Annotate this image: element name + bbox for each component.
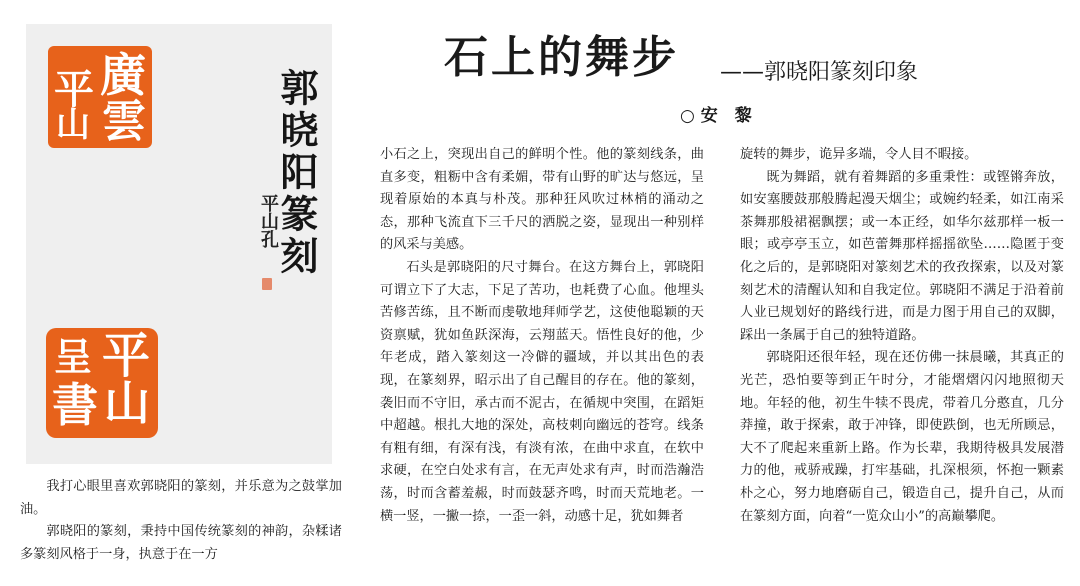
paragraph: 郭晓阳还很年轻，现在还仿佛一抹晨曦，其真正的光芒，恐怕要等到正午时分，才能熠熠闪闪地照彻天地。年轻的他，初生牛犊不畏虎，带着几分憨直，几分莽撞，敢于探索，敢于冲锋，即使跌倒，也无所顾忌，大不了爬起来重新上路。作为长辈，我期待极具发展潜力的他，戒骄戒躁，打牢基础，扎深根须，怀抱一颗素朴之心，努力地磨砺自己，锻造自己，提升自己，从而在篆刻方面，向着“一览众山小”的高巅攀爬。: [740, 350, 1064, 524]
article-title: 石上的舞步: [444, 32, 679, 83]
middle-column: [380, 144, 704, 528]
seal-bottom-char-4: 呈: [54, 334, 93, 379]
paragraph: 旋转的舞步，诡异多端，令人目不暇接。: [740, 147, 978, 162]
seal-bottom: [46, 328, 158, 438]
signature: 平山孔: [258, 194, 279, 248]
author-byline: ○ 安 黎: [680, 106, 752, 126]
paragraph: 我打心眼里喜欢郭晓阳的篆刻，并乐意为之鼓掌加油。: [20, 479, 342, 517]
small-stamp: [262, 278, 272, 290]
seal-top-char-4: 雲: [102, 96, 146, 147]
seal-top-char-3: 廣: [100, 48, 146, 102]
seal-bottom-char-3: 書: [52, 378, 98, 432]
seal-bottom-char-1: 平: [102, 328, 151, 384]
seal-top: [48, 46, 152, 148]
seal-bottom-char-2: 山: [104, 376, 150, 430]
seal-top-char-2: 山: [56, 105, 90, 145]
artwork-panel: [26, 24, 332, 464]
right-column: [740, 144, 1064, 528]
paragraph: 石头是郭晓阳的尺寸舞台。在这方舞台上，郭晓阳可谓立下了大志，下足了苦功，也耗费了心血。他埋头苦修苦练，且不断而虔敬地拜师学艺，这使他聪颖的天资禀赋，犹如鱼跃深海，云翔蓝天。悟性良好的他，少年老成，踏入篆刻这一冷僻的疆域，并以其出色的表现，在篆刻界，昭示出了自己醒目的存在。他的篆刻，袭旧而不守旧，承古而不泥古，在循规中突围，在蹈矩中超越。根扎大地的深处，高枝刺向幽远的苍穹。线条有粗有细，有深有浅，有淡有浓，在曲中求直，在软中求硬，在空白处求有言，在无声处求有声，时而浩瀚浩荡，时而含蓄羞赧，时而鼓瑟齐鸣，时而天荒地老。一横一竖，一撇一捺，一歪一斜，动感十足，犹如舞者: [380, 259, 704, 524]
seal-top-char-1: 平: [54, 66, 94, 113]
vertical-calligraphy-title: 郭晓阳篆刻: [274, 68, 319, 278]
paragraph: 小石之上，突现出自己的鲜明个性。他的篆刻线条，曲直多变，粗粝中含有柔媚，带有山野的旷达与悠远，呈现着原始的本真与朴茂。那种狂风吹过林梢的涌动之态，那种飞流直下三千尺的洒脱之姿，显现出一种别样的风采与美感。: [380, 147, 704, 253]
paragraph: 既为舞蹈，就有着舞蹈的多重秉性：或铿锵奔放，如安塞腰鼓那般腾起漫天烟尘；或婉约轻柔，如江南采茶舞那般裙裾飘摆；或一本正经，如华尔兹那样一板一眼；或亭亭玉立，如芭蕾舞那样摇摇欲坠……隐匿于变化之后的，是郭晓阳对篆刻艺术的孜孜探索，以及对篆刻艺术的清醒认知和自我定位。郭晓阳不满足于沿着前人业已规划好的路线行进，而是力图于用自己的双脚，踩出一条属于自己的独特道路。: [740, 169, 1064, 343]
left-column: [20, 476, 342, 566]
paragraph: 郭晓阳的篆刻，秉持中国传统篆刻的神韵，杂糅诸多篆刻风格于一身，执意于在一方: [20, 524, 342, 562]
article-subtitle: ——郭晓阳篆刻印象: [720, 60, 919, 85]
